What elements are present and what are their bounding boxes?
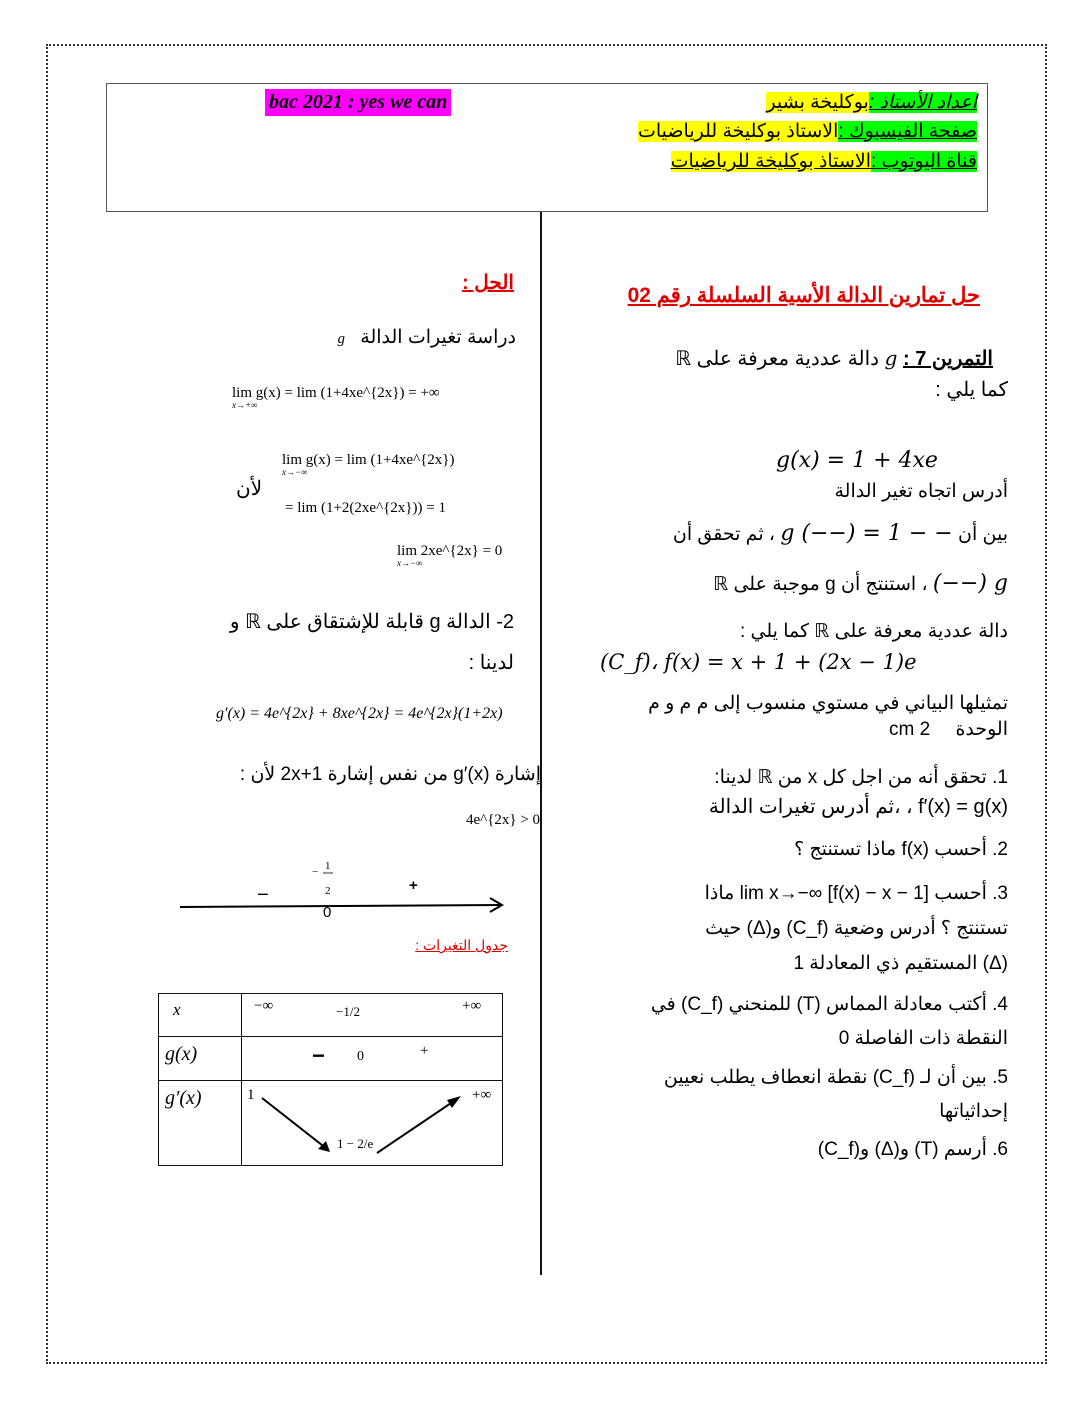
part3 <box>713 572 1008 597</box>
header-box <box>106 83 988 212</box>
g-definition: g(x) = 1 + 4xe <box>776 448 938 473</box>
exercise-number: التمرين 7 : <box>903 348 993 370</box>
table-row-x <box>159 994 503 1037</box>
root-minus: − <box>312 866 319 878</box>
exercise-title: حل تمارين الدالة الأسية السلسلة رقم 02 <box>627 284 980 307</box>
arrow-up-icon <box>377 1099 457 1153</box>
q6-line1: أرسم (T) و(Δ) و(C_f) <box>817 1139 987 1160</box>
q5-line2: إحداثياتها <box>939 1101 1008 1122</box>
because-label: لأن <box>236 478 263 500</box>
q5-num: 5. <box>992 1067 1008 1088</box>
bac-badge: bac 2021 : yes we can <box>265 89 451 116</box>
sign-plus: + <box>409 877 418 894</box>
lim-minus-sub-1: x→−∞ <box>282 467 308 477</box>
label-g: g(x) <box>165 1043 198 1065</box>
lim-minus-sub-3: x→−∞ <box>397 558 423 568</box>
facebook-label: صفحة الفيسبوك : <box>838 121 977 142</box>
question-6 <box>818 1138 1008 1162</box>
author-line <box>766 89 977 116</box>
arrow-up-head-icon <box>447 1096 461 1108</box>
lim-plus-sub: x→+∞ <box>232 400 258 410</box>
q4-num: 4. <box>992 994 1008 1015</box>
intro-text2: كما يلي : <box>935 379 1008 401</box>
lim-minus-3-formula: lim 2xe^{2x} = 0 <box>397 543 503 559</box>
table-row-variation <box>159 1081 503 1166</box>
f-definition: (C_f)، f(x) = x + 1 + (2x − 1)e <box>600 650 917 674</box>
f-intro: دالة عددية معرفة على ℝ كما يلي : <box>739 621 1008 642</box>
exercise-intro <box>675 346 993 371</box>
unit-label: الوحدة <box>955 719 1008 740</box>
unit-line <box>889 718 1008 742</box>
sign-neg: − <box>312 1043 325 1068</box>
q1-line1: تحقق أنه من اجل كل x من ℝ لدينا: <box>714 767 987 788</box>
root-den: 2 <box>325 885 331 897</box>
question-2 <box>794 838 1008 862</box>
x-root: −1/2 <box>336 1004 360 1019</box>
label-gprime: g′(x) <box>165 1087 202 1109</box>
deriv-formula: g′(x) = 4e^{2x} + 8xe^{2x} = 4e^{2x}(1+2x) <box>216 705 503 722</box>
facebook-line <box>638 118 977 145</box>
part1: أدرس اتجاه تغير الدالة <box>834 481 1008 502</box>
lim-minus-2 <box>285 500 446 517</box>
label-x: x <box>173 1000 181 1019</box>
q4-line2: النقطة ذات الفاصلة 0 <box>838 1028 1008 1049</box>
root-num: 1 <box>325 860 331 872</box>
q3-line3: (Δ) المستقيم ذي المعادلة 1 <box>793 953 1008 974</box>
sign-zero: 0 <box>357 1049 364 1064</box>
study-heading <box>338 326 517 349</box>
deriv-heading2: لدينا : <box>468 652 514 674</box>
youtube-label: قناة اليوتوب : <box>870 151 977 172</box>
study-var: g <box>337 331 345 347</box>
q6-num: 6. <box>992 1139 1008 1160</box>
variation-arrows <box>242 1081 504 1166</box>
positivity: 4e^{2x} > 0 <box>466 812 541 828</box>
var-start: 1 <box>247 1087 255 1103</box>
unit-value: 2 cm <box>888 719 931 740</box>
f-repr: تمثيلها البياني في مستوي منسوب إلى م م و م <box>648 693 1008 714</box>
sign-axis <box>180 905 500 907</box>
column-divider <box>540 212 542 1275</box>
youtube-line <box>671 148 977 175</box>
lim-minus-3 <box>397 543 502 568</box>
author-name: بوكليخة بشير <box>766 92 869 113</box>
part3-math: g (−−) <box>932 571 1008 596</box>
youtube-value[interactable]: الاستاذ بوكليخة للرياضيات <box>670 151 871 172</box>
intro-text: دالة عددية معرفة على <box>696 348 880 370</box>
q1-line2: f′(x) = g(x) ، ،ثم أدرس تغيرات الدالة <box>708 796 1008 818</box>
table-row-sign <box>159 1037 503 1081</box>
table-title: جدول التغيرات : <box>415 937 508 953</box>
x-plus-inf: +∞ <box>462 998 482 1014</box>
intro-set: ℝ <box>675 348 692 370</box>
sign-pos: + <box>420 1043 429 1059</box>
q5-line1: بين أن لـ (C_f) نقطة انعطاف يطلب نعيين <box>663 1067 987 1088</box>
arrow-down-icon <box>262 1098 327 1149</box>
question-1 <box>714 766 1008 790</box>
var-end: +∞ <box>472 1087 492 1103</box>
part3-text: ، استنتج أن g موجبة على ℝ <box>713 574 928 595</box>
var-min: 1 − 2/e <box>337 1136 374 1151</box>
part2-b: ، ثم تحقق أن <box>672 524 776 545</box>
study-heading-text: دراسة تغيرات الدالة <box>360 327 516 348</box>
question-3 <box>705 882 1008 906</box>
sign-line <box>175 855 510 920</box>
intro-var: g <box>884 346 898 370</box>
q3-line1: أحسب lim x→−∞ [f(x) − x − 1] ماذا <box>704 883 987 904</box>
question-5 <box>664 1066 1008 1090</box>
q2-num: 2. <box>992 839 1008 860</box>
sign-text: إشارة g′(x) من نفس إشارة 1+2x لأن : <box>239 764 541 785</box>
part2-math: − − 1 = (−−) g <box>780 521 953 546</box>
deriv-heading: 2- الدالة g قابلة للإشتقاق على ℝ و <box>229 611 514 633</box>
x-minus-inf: −∞ <box>254 998 274 1014</box>
q3-num: 3. <box>992 883 1008 904</box>
solution-title: الحل : <box>462 272 514 294</box>
lim-minus-1 <box>282 452 455 477</box>
lim-plus-formula: lim g(x) = lim (1+4xe^{2x}) = +∞ <box>232 385 440 401</box>
q3-line2: تستنتج ؟ أدرس وضعية (C_f) و(Δ) حيث <box>705 918 1008 939</box>
facebook-value[interactable]: الاستاذ بوكليخة للرياضيات <box>638 121 839 142</box>
question-4 <box>651 993 1008 1017</box>
root-zero: 0 <box>323 904 332 920</box>
author-label: اعداد الأستاذ : <box>868 92 977 113</box>
part2 <box>673 522 1008 547</box>
sign-minus: − <box>257 884 269 906</box>
lim-minus-1-formula: lim g(x) = lim (1+4xe^{2x}) <box>282 452 455 468</box>
part2-a: بين أن <box>958 524 1008 545</box>
variation-table <box>158 993 503 1166</box>
lim-minus-2-formula: = lim (1+2(2xe^{2x})) = 1 <box>285 500 446 516</box>
q4-line1: أكتب معادلة المماس (T) للمنحني (C_f) في <box>650 994 987 1015</box>
q2-line1: أحسب f(x) ماذا تستنتج ؟ <box>794 839 987 860</box>
lim-plus-infinity <box>232 385 440 410</box>
q1-num: 1. <box>992 767 1008 788</box>
